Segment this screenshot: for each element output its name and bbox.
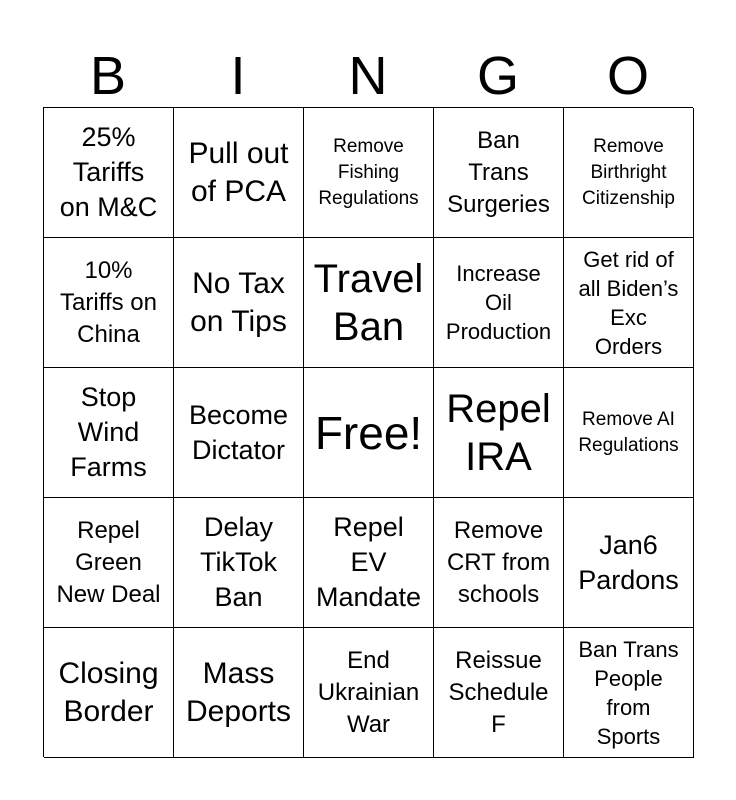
bingo-cell[interactable]: 25% Tariffs on M&C (44, 108, 174, 238)
bingo-cell[interactable]: Delay TikTok Ban (174, 498, 304, 628)
header-letter-i: I (230, 46, 246, 106)
bingo-cell[interactable]: Increase Oil Production (434, 238, 564, 368)
bingo-cell[interactable]: 10% Tariffs on China (44, 238, 174, 368)
bingo-cell[interactable]: Remove Fishing Regulations (304, 108, 434, 238)
bingo-cell[interactable]: Closing Border (44, 628, 174, 758)
bingo-cell[interactable]: Ban Trans Surgeries (434, 108, 564, 238)
header-letter-n: N (348, 46, 388, 106)
bingo-cell[interactable]: Repel IRA (434, 368, 564, 498)
bingo-cell[interactable]: Reissue Schedule F (434, 628, 564, 758)
bingo-cell[interactable]: Remove AI Regulations (564, 368, 694, 498)
bingo-cell[interactable]: Repel EV Mandate (304, 498, 434, 628)
bingo-cell[interactable]: No Tax on Tips (174, 238, 304, 368)
bingo-cell[interactable]: Travel Ban (304, 238, 434, 368)
bingo-cell[interactable]: Mass Deports (174, 628, 304, 758)
bingo-card-grid (43, 107, 693, 757)
bingo-cell[interactable]: End Ukrainian War (304, 628, 434, 758)
bingo-header (43, 44, 693, 108)
bingo-cell[interactable]: Become Dictator (174, 368, 304, 498)
bingo-cell[interactable]: Remove Birthright Citizenship (564, 108, 694, 238)
bingo-cell[interactable]: Ban Trans People from Sports (564, 628, 694, 758)
bingo-cell[interactable]: Pull out of PCA (174, 108, 304, 238)
header-letter-b: B (89, 46, 127, 106)
bingo-cell[interactable]: Stop Wind Farms (44, 368, 174, 498)
header-letter-o: O (606, 46, 649, 106)
header-letter-g: G (476, 46, 519, 106)
free-space-cell[interactable]: Free! (304, 368, 434, 498)
bingo-cell[interactable]: Jan6 Pardons (564, 498, 694, 628)
bingo-cell[interactable]: Get rid of all Biden’s Exc Orders (564, 238, 694, 368)
bingo-cell[interactable]: Remove CRT from schools (434, 498, 564, 628)
bingo-cell[interactable]: Repel Green New Deal (44, 498, 174, 628)
